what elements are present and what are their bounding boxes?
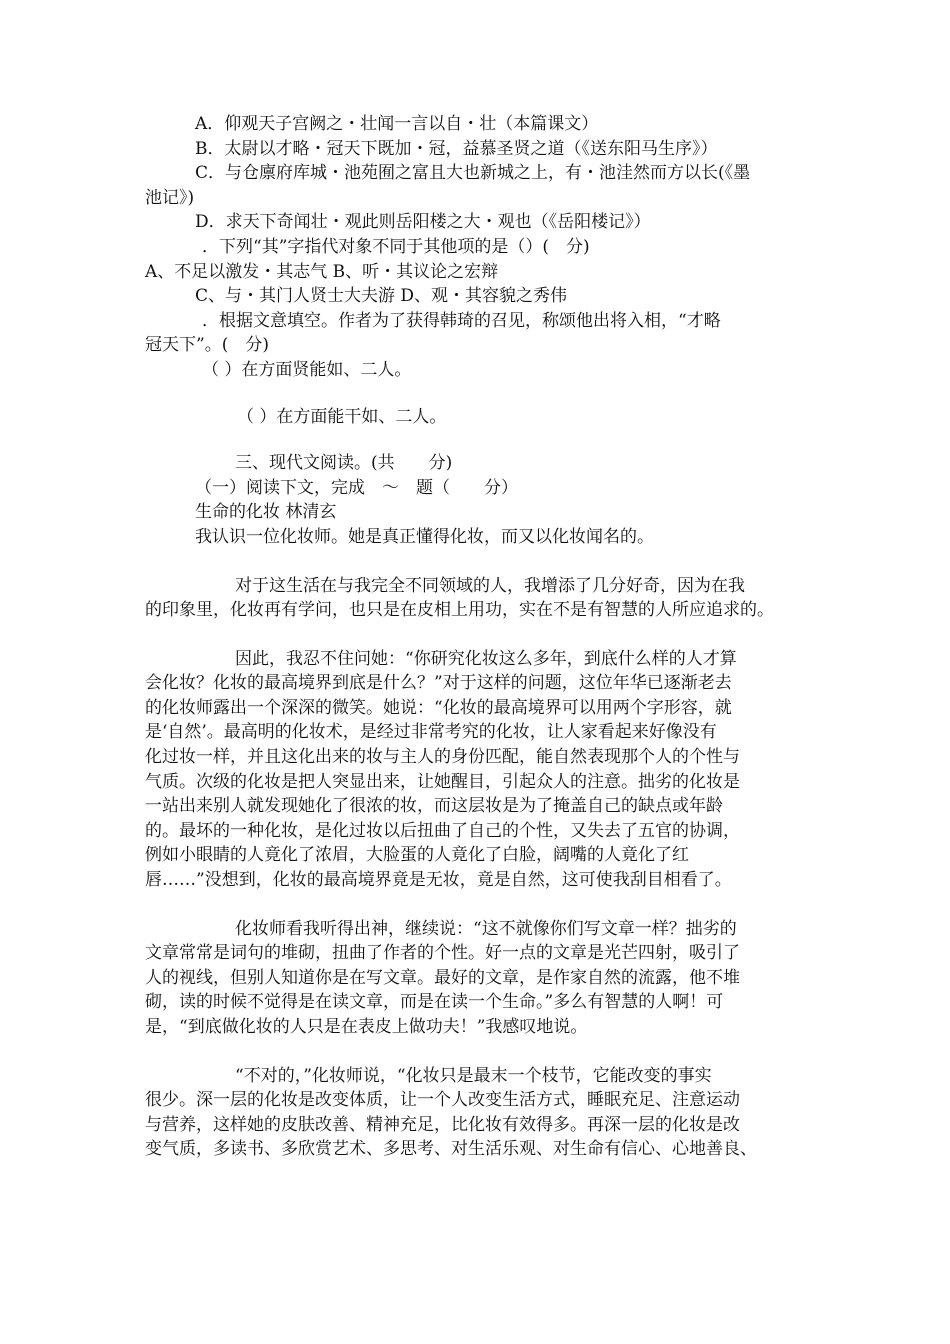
question-2: ．下列“其”字指代对象不同于其他项的是（）( 分) (202, 236, 590, 257)
fill-blank-1: （ ）在方面贤能如、二人。 (202, 359, 412, 380)
option-c-line2: 池记》) (145, 187, 195, 208)
paragraph-line: 会化妆？化妆的最高境界到底是什么？”对于这样的问题，这位年华已逐渐老去 (145, 673, 732, 694)
question-3-line2: 冠天下”。( 分) (145, 335, 269, 356)
question-2-options-cd: C、与・其门人贤士大夫游 D、观・其容貌之秀伟 (195, 286, 568, 307)
article-title: 生命的化妆 林清玄 (195, 502, 337, 523)
paragraph-line: 化妆师看我听得出神，继续说：“这不就像你们写文章一样？拙劣的 (235, 918, 737, 939)
paragraph-line: 化过妆一样，并且这化出来的妆与主人的身份匹配，能自然表现那个人的个性与 (145, 747, 740, 768)
question-2-options-ab: A、不足以激发・其志气 B、听・其议论之宏辩 (145, 261, 499, 282)
paragraph-line: 是，“到底做化妆的人只是在表皮上做功夫！”我感叹地说。 (145, 1017, 588, 1037)
paragraph-line: 的化妆师露出一个深深的微笑。她说：“化妆的最高境界可以用两个字形容，就 (145, 697, 732, 718)
option-c-line1: C．与仓廪府库城・池苑囿之富且大也新城之上，有・池洼然而方以长(《墨 (195, 163, 751, 184)
section-heading: 三、现代文阅读。(共 分) (235, 453, 453, 474)
paragraph-line: 文章常常是词句的堆砌，扭曲了作者的个性。好一点的文章是光芒四射，吸引了 (145, 943, 740, 964)
paragraph-line: 例如小眼睛的人竟化了浓眉，大脸蛋的人竟化了白脸，阔嘴的人竟化了红 (145, 845, 689, 866)
article-paragraph-2-line1: 对于这生活在与我完全不同领域的人，我增添了几分好奇，因为在我 (235, 575, 745, 596)
reading-instruction: （一）阅读下文，完成 ～ 题（ 分） (195, 477, 518, 498)
option-b: B．太尉以才略・冠天下既加・冠，益慕圣贤之道（《送东阳马生序》） (195, 138, 718, 159)
paragraph-line: 砌，读的时候不觉得是在读文章，而是在读一个生命。”多么有智慧的人啊！可 (145, 992, 724, 1013)
paragraph-line: “不对的，”化妆师说，“化妆只是最末一个枝节，它能改变的事实 (235, 1065, 712, 1086)
article-paragraph-2-rest: 的印象里，化妆再有学问，也只是在皮相上用功，实在不是有智慧的人所应追求的。 (145, 600, 774, 621)
article-paragraph-4 (145, 917, 865, 1040)
paragraph-line: 人的视线，但别人知道你是在写文章。最好的文章，是作家自然的流露，他不堆 (145, 967, 740, 988)
paragraph-line: 的。最坏的一种化妆，是化过妆以后扭曲了自己的个性，又失去了五官的协调， (145, 820, 740, 841)
paragraph-line: 是‘自然’。最高明的化妆术，是经过非常考究的化妆，让人家看起来好像没有 (145, 722, 717, 743)
option-d: D．求天下奇闻壮・观此则岳阳楼之大・观也（《岳阳楼记》） (195, 212, 651, 233)
paragraph-line: 因此，我忍不住问她：“你研究化妆这么多年，到底什么样的人才算 (235, 648, 737, 669)
paragraph-line: 唇……”没想到，化妆的最高境界竟是无妆，竟是自然，这可使我刮目相看了。 (145, 870, 732, 891)
paragraph-line: 与营养，这样她的皮肤改善、精神充足，比化妆有效得多。再深一层的化妆是改 (145, 1114, 740, 1135)
option-a: A．仰观天子宫阙之・壮闻一言以自・壮（本篇课文） (195, 114, 599, 134)
question-3-line1: ．根据文意填空。作者为了获得韩琦的召见，称颂他出将入相，“才略 (202, 310, 721, 331)
paragraph-line: 气质。次级的化妆是把人突显出来，让她醒目，引起众人的注意。拙劣的化妆是 (145, 771, 740, 792)
article-paragraph-3 (145, 647, 865, 893)
paragraph-line: 很少。深一层的化妆是改变体质，让一个人改变生活方式，睡眠充足、注意运动 (145, 1090, 740, 1111)
article-paragraph-1: 我认识一位化妆师。她是真正懂得化妆，而又以化妆闻名的。 (195, 526, 654, 547)
article-paragraph-5 (145, 1064, 865, 1162)
paragraph-line: 变气质，多读书、多欣赏艺术、多思考、对生活乐观、对生命有信心、心地善良、 (145, 1139, 757, 1160)
fill-blank-2: （ ）在方面能干如、二人。 (237, 406, 447, 427)
paragraph-line: 一站出来别人就发现她化了很浓的妆，而这层妆是为了掩盖自己的缺点或年龄 (145, 796, 723, 817)
document-page (145, 112, 865, 1162)
